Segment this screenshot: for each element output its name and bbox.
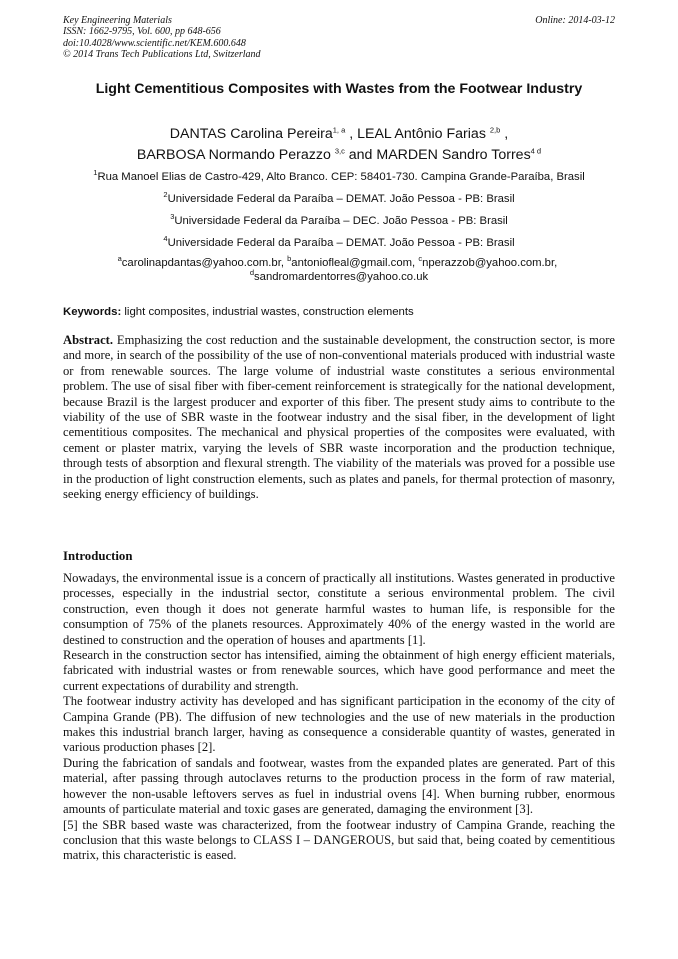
author-name: DANTAS Carolina Pereira (169, 126, 333, 142)
paragraph: Research in the construction sector has intensified, aiming the obtainment of high energy efficient materials, fabricated with industrial wastes or from renewable sources, which have good performance and meet the current expectations of durability and strength. (63, 648, 615, 693)
journal-header (63, 15, 615, 60)
email-separator: , (554, 257, 561, 269)
author-name: LEAL Antônio Farias (357, 126, 486, 142)
paragraph: [5] the SBR based waste was characterized, from the footwear industry of Campina Grande, reaching the conclusion that this waste belongs to CLASS I – DANGEROUS, but said that, being coated by cementitious matrix, this characteristic is eased. (63, 817, 615, 863)
keywords-text: light composites, industrial wastes, construction elements (121, 306, 414, 318)
affiliation-number: 1 (93, 168, 98, 178)
abstract (63, 333, 615, 502)
introduction-body (63, 571, 615, 864)
email-mark: c (418, 254, 423, 264)
paragraph: During the fabrication of sandals and footwear, wastes from the expanded plates are generated. Part of this material, after passing through autoclaves returns to the production process in the form of raw material, however the non-usable leftovers serves as fuel in industrial ovens [4]. When burning rubber, enormous amounts of particulate material and toxic gases are generated, damaging the environment [3]. (63, 755, 615, 817)
abstract-label: Abstract. (63, 333, 114, 347)
author-separator: , (500, 126, 509, 142)
email-row (63, 254, 615, 271)
affiliation-text: Universidade Federal da Paraíba – DEMAT. João Pessoa - PB: Brasil (167, 237, 515, 249)
author-name: MARDEN Sandro Torres (376, 146, 531, 163)
affiliation-item (63, 212, 615, 234)
author-row (63, 124, 615, 145)
email-address: carolinapdantas@yahoo.com.br (121, 257, 281, 269)
paper-title: Light Cementitious Composites with Wastes from the Footwear Industry (95, 81, 583, 97)
email-address: sandromardentorres@yahoo.co.uk (254, 270, 429, 283)
online-date: Online: 2014-03-12 (535, 15, 615, 26)
affiliation-item (63, 190, 615, 212)
issn-line: ISSN: 1662-9795, Vol. 600, pp 648-656 (63, 26, 221, 38)
affiliation-text: Universidade Federal da Paraíba – DEC. João Pessoa - PB: Brasil (174, 215, 508, 227)
doi-line: doi:10.4028/www.scientific.net/KEM.600.648 (63, 37, 246, 49)
paragraph: Nowadays, the environmental issue is a concern of practically all institutions. Wastes generated in productive processes, especially in the industrial sector, constitute a serious environmental problem. The civil construction, even though it does not generate harmful wastes to human life, is responsible for the consumption of 75% of the planets resources. Approximately 40% of the energy wasted in the world are destined to construction and the operation of houses and apartments [1]. (63, 571, 615, 647)
author-row (63, 145, 615, 166)
affiliation-text: Universidade Federal da Paraíba – DEMAT. João Pessoa - PB: Brasil (167, 193, 515, 205)
affiliation-number: 4 (163, 234, 168, 244)
paragraph: The footwear industry activity has developed and has significant participation in the economy of the city of Campina Grande (PB). The diffusion of new technologies and the use of new materials in the production makes this industrial branch larger, having as consequence a considerable quantity of wastes, generated in various production phases [2]. (63, 694, 615, 755)
email-address: antoniofleal@gmail.com (291, 257, 413, 269)
abstract-text: Emphasizing the cost reduction and the sustainable development, the construction sector, is more and more, in search of the possibility of the use of non-conventional materials produced with industrial waste or from renewable sources. The large volume of industrial waste constitutes a serious environmental problem. The use of sisal fiber with fiber-cement reinforcement is strategically for the national development, because Brazil is the largest producer and exporter of this fiber. The present study aims to contribute to the viability of the use of SBR waste in the footwear industry and the sisal fiber, in the development of light cementitious composites. The mechanical and physical properties of the composites were evaluated, with cement or plaster matrix, varying the levels of SBR waste incorporation and the production technique, through tests of absorption and flexural strength. The viability of the materials was proved for a possible use in the production of light construction elements, such as plates and panels, for thermal protection of masonry, seeking energy efficiency of buildings. (63, 333, 615, 502)
author-separator: , (345, 126, 354, 142)
journal-name: Key Engineering Materials (63, 15, 172, 26)
affiliation-item (63, 168, 615, 190)
email-separator: , (280, 257, 288, 269)
author-affiliation-mark: 2,b (489, 125, 501, 135)
email-mark: a (117, 254, 122, 264)
affiliation-text: Rua Manoel Elias de Castro-429, Alto Branco. CEP: 58401-730. Campina Grande-Paraíba, Brasil (97, 171, 585, 183)
author-affiliation-mark: 4 d (530, 145, 542, 155)
email-mark: d (249, 267, 255, 277)
author-separator: and (344, 146, 377, 163)
copyright-line: © 2014 Trans Tech Publications Ltd, Switzerland (63, 48, 261, 60)
keywords-label: Keywords: (63, 306, 122, 318)
affiliation-number: 3 (170, 212, 175, 222)
email-separator: , (412, 257, 419, 269)
author-list (63, 124, 615, 165)
email-list (63, 254, 615, 284)
affiliation-number: 2 (163, 190, 168, 200)
affiliation-list (63, 168, 615, 284)
email-row (63, 267, 615, 285)
keywords-line (63, 305, 615, 319)
affiliation-item (63, 234, 615, 256)
section-heading: Introduction (63, 549, 133, 563)
author-affiliation-mark: 1, a (332, 125, 346, 135)
email-address: nperazzob@yahoo.com.br (422, 257, 555, 269)
author-affiliation-mark: 3,c (334, 145, 345, 155)
email-mark: b (287, 254, 292, 264)
author-name: BARBOSA Normando Perazzo (136, 146, 331, 163)
